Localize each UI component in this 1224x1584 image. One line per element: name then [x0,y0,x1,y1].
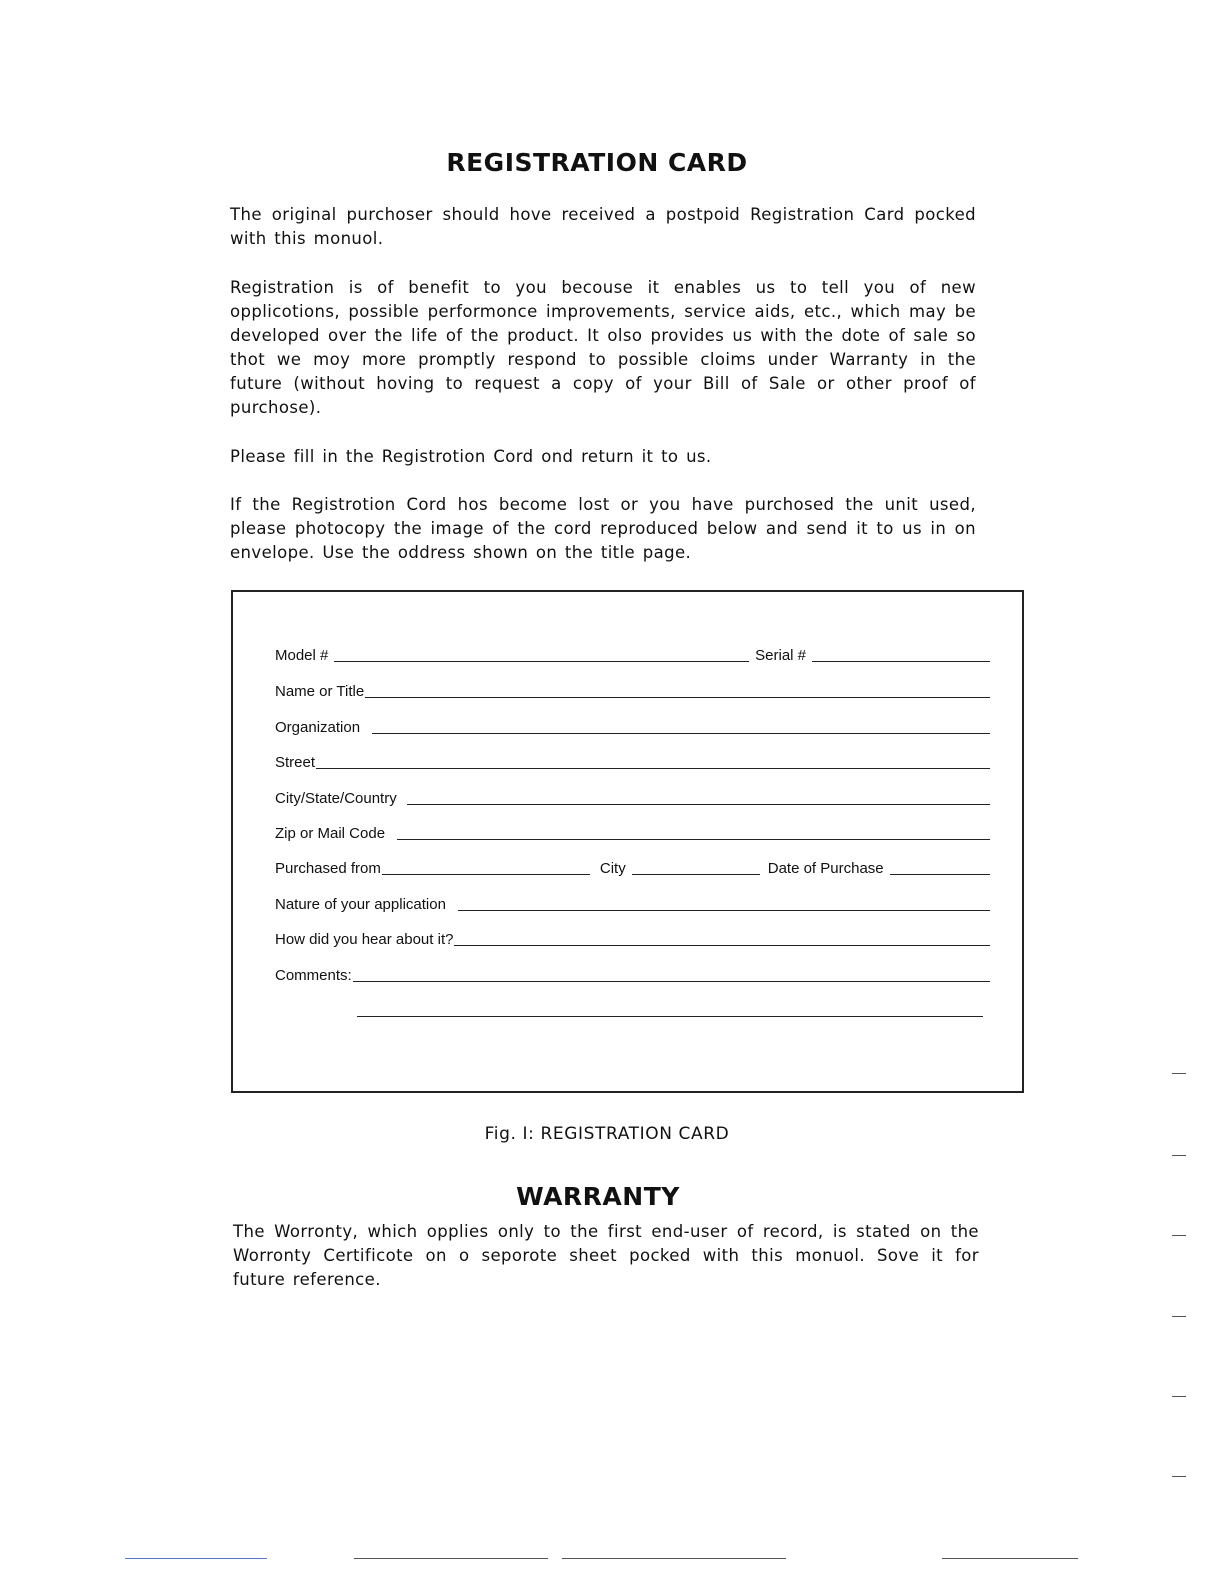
comments-field[interactable] [353,980,990,982]
city-field[interactable] [632,873,760,875]
comments-row [275,968,990,984]
city-state-country-field[interactable] [407,803,990,805]
margin-mark [1172,1396,1186,1397]
nature-row [275,897,990,913]
name-row [275,684,990,700]
model-label: Model # [275,647,329,664]
lost-card-paragraph: If the Registrotion Cord hos become lost or you have purchosed the unit used, please photocopy the image of the cord reproduced below and send it to us in on envelope. Use the oddress shown on the title page. [230,495,976,562]
city-label: City [599,860,626,877]
zip-label: Zip or Mail Code [275,825,386,842]
name-field[interactable] [365,696,990,698]
street-row [275,755,990,771]
serial-field[interactable] [812,660,990,662]
serial-label: Serial # [755,647,806,664]
date-of-purchase-label: Date of Purchase [767,860,884,877]
date-of-purchase-field[interactable] [890,873,990,875]
street-field[interactable] [316,767,990,769]
purchase-row [275,861,990,877]
nature-label: Nature of your application [275,896,446,913]
city-state-country-label: City/State/Country [275,790,397,807]
organization-field[interactable] [372,732,990,734]
margin-mark [1172,1155,1186,1156]
comments-second-line[interactable] [357,1016,983,1017]
zip-row [275,826,990,842]
purchased-from-field[interactable] [382,873,590,875]
margin-mark [1172,1235,1186,1236]
street-label: Street [275,754,316,771]
scan-edge-mark [942,1558,1078,1559]
nature-field[interactable] [458,909,990,911]
model-serial-row [275,648,990,664]
registration-card-title: REGISTRATION CARD [446,148,748,177]
margin-mark [1172,1073,1186,1074]
comments-label: Comments: [275,967,352,984]
instruction-paragraph: Please fill in the Registrotion Cord ond return it to us. [230,447,712,466]
hear-about-field[interactable] [454,944,990,946]
hear-about-label: How did you hear about it? [275,931,454,948]
margin-mark [1172,1316,1186,1317]
model-field[interactable] [334,660,749,662]
warranty-paragraph: The Worronty, which opplies only to the first end-user of record, is stated on the Worronty Certificote on o seporote sheet pocked with this monuol. Sove it for future reference. [233,1222,979,1289]
registration-card-form [231,590,1024,1093]
scan-edge-mark [354,1558,548,1559]
organization-row [275,720,990,736]
purchased-from-label: Purchased from [275,860,381,877]
hear-about-row [275,932,990,948]
figure-caption: Fig. I: REGISTRATION CARD [484,1124,730,1144]
warranty-title: WARRANTY [516,1182,680,1211]
organization-label: Organization [275,719,361,736]
margin-mark [1172,1476,1186,1477]
city-state-country-row [275,791,990,807]
intro-paragraph: The original purchoser should hove received a postpoid Registration Card pocked with this monuol. [230,205,976,248]
scan-edge-mark [562,1558,786,1559]
zip-field[interactable] [397,838,990,840]
scan-edge-mark [125,1558,267,1559]
benefit-paragraph: Registration is of benefit to you becouse it enables us to tell you of new opplicotions, possible performonce improvements, service aids, etc., which may be developed over the life of the product. It olso provides us with the dote of sale so thot we moy more promptly respond to possible cloims under Warranty in the future (without hoving to request a copy of your Bill of Sale or other proof of purchose). [230,278,976,417]
name-label: Name or Title [275,683,365,700]
